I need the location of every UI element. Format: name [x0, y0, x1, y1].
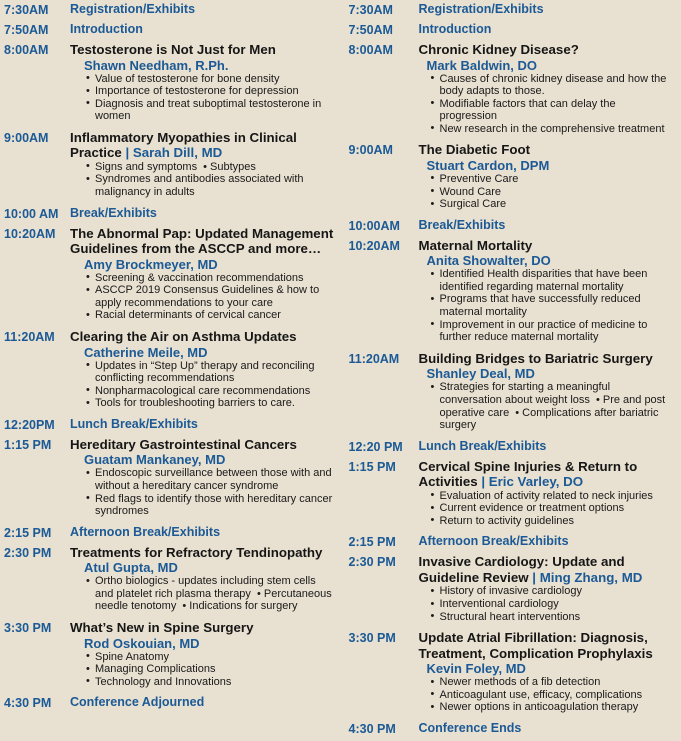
- session-body: [70, 437, 335, 518]
- agenda-label: Introduction: [419, 22, 676, 37]
- session-speaker: Kevin Foley, MD: [419, 661, 676, 676]
- session-bullet: • Preventive Care: [431, 173, 676, 186]
- session-bullet: • Surgical Care: [431, 198, 676, 211]
- agenda-time: 7:30AM: [4, 2, 70, 18]
- session-bullet: • Technology and Innovations: [86, 676, 335, 689]
- agenda-label: Conference Adjourned: [70, 695, 335, 710]
- session-bullet: • Newer options in anticoagulation therapy: [431, 701, 676, 714]
- session-speaker: Stuart Cardon, DPM: [419, 158, 676, 173]
- session-title: [70, 329, 335, 345]
- agenda-label: Introduction: [70, 22, 335, 37]
- agenda-row: [4, 417, 335, 433]
- agenda-time: 2:30 PM: [349, 554, 419, 570]
- agenda-time: 9:00AM: [349, 142, 419, 158]
- session-bullets: [70, 575, 335, 613]
- session-bullets: [70, 272, 335, 322]
- session-title: [70, 620, 335, 636]
- bullet-inline-extra: • Complications after bariatric surgery: [440, 407, 659, 432]
- agenda-session: [4, 620, 335, 688]
- session-body: [419, 238, 676, 344]
- session-bullet: • Red flags to identify those with hereditary cancer syndromes: [86, 493, 335, 518]
- session-body: [70, 329, 335, 410]
- agenda-label: Registration/Exhibits: [419, 2, 676, 17]
- agenda-column-left: [0, 0, 341, 737]
- session-title-text: Chronic Kidney Disease?: [419, 42, 579, 57]
- session-speaker: Shanley Deal, MD: [419, 366, 676, 381]
- agenda-time: 8:00AM: [349, 42, 419, 58]
- session-bullet: • Screening & vaccination recommendations: [86, 272, 335, 285]
- session-bullet: • Racial determinants of cervical cancer: [86, 309, 335, 322]
- session-title-text: Inflammatory Myopathies in Clinical Practice: [70, 130, 297, 161]
- agenda-row: [349, 218, 676, 234]
- agenda-session: [349, 142, 676, 210]
- session-title: [419, 459, 676, 490]
- agenda-label: Break/Exhibits: [419, 218, 676, 233]
- session-bullets: [70, 651, 335, 689]
- session-bullet: • History of invasive cardiology: [431, 585, 676, 598]
- agenda-session: [349, 630, 676, 714]
- session-title: [70, 226, 335, 257]
- agenda-label: Afternoon Break/Exhibits: [419, 534, 676, 549]
- session-bullet: [86, 161, 335, 174]
- agenda-time: 10:20AM: [4, 226, 70, 242]
- agenda-time: 2:30 PM: [4, 545, 70, 561]
- session-speaker: Mark Baldwin, DO: [419, 58, 676, 73]
- session-bullet: • Modifiable factors that can delay the progression: [431, 98, 676, 123]
- agenda-time: 7:50AM: [349, 22, 419, 38]
- session-title-text: Invasive Cardiology: Update and Guideline Review: [419, 554, 625, 585]
- session-title-text: What’s New in Spine Surgery: [70, 620, 253, 635]
- session-bullets: [419, 173, 676, 211]
- session-speaker-inline: Sarah Dill, MD: [133, 145, 222, 160]
- session-bullet: • Improvement in our practice of medicine to further reduce maternal mortality: [431, 319, 676, 344]
- bullet-text: Signs and symptoms: [95, 161, 197, 173]
- session-bullet: • Structural heart interventions: [431, 611, 676, 624]
- agenda-label: Registration/Exhibits: [70, 2, 335, 17]
- session-bullet: • Tools for troubleshooting barriers to care.: [86, 397, 335, 410]
- agenda-session: [349, 351, 676, 432]
- agenda-time: 4:30 PM: [349, 721, 419, 737]
- agenda-row: [349, 22, 676, 38]
- agenda-label: Afternoon Break/Exhibits: [70, 525, 335, 540]
- session-speaker: Amy Brockmeyer, MD: [70, 257, 335, 272]
- session-body: [419, 554, 676, 623]
- session-speaker: Anita Showalter, DO: [419, 253, 676, 268]
- agenda-label: Lunch Break/Exhibits: [419, 439, 676, 454]
- session-title-text: Testosterone is Not Just for Men: [70, 42, 276, 57]
- session-bullet: • Importance of testosterone for depression: [86, 85, 335, 98]
- bullet-inline-extra: • Pre and post operative care: [440, 394, 666, 419]
- title-speaker-separator: |: [122, 145, 133, 160]
- session-bullet: • Current evidence or treatment options: [431, 502, 676, 515]
- session-body: [419, 459, 676, 528]
- agenda-time: 3:30 PM: [349, 630, 419, 646]
- bullet-inline-extra: • Percutaneous needle tenotomy: [95, 588, 332, 613]
- title-speaker-separator: |: [478, 474, 489, 489]
- session-bullets: [419, 73, 676, 136]
- session-bullet: • Managing Complications: [86, 663, 335, 676]
- session-bullets: [419, 490, 676, 528]
- bullet-inline-extra: • Subtypes: [197, 161, 256, 173]
- agenda-time: 3:30 PM: [4, 620, 70, 636]
- session-body: [419, 630, 676, 714]
- session-bullet: • Syndromes and antibodies associated with malignancy in adults: [86, 173, 335, 198]
- agenda-row: [349, 439, 676, 455]
- session-bullet: • Endoscopic surveillance between those with and without a hereditary cancer syndrome: [86, 467, 335, 492]
- agenda-label: Conference Ends: [419, 721, 676, 736]
- agenda-session: [4, 329, 335, 410]
- session-title-text: The Abnormal Pap: Updated Management Guidelines from the ASCCP and more…: [70, 226, 333, 257]
- session-speaker-inline: Ming Zhang, MD: [540, 570, 643, 585]
- session-title: [419, 630, 676, 661]
- session-title: [419, 238, 676, 254]
- session-bullet: [86, 575, 335, 613]
- session-bullet: • Interventional cardiology: [431, 598, 676, 611]
- session-bullet: • Programs that have successfully reduced maternal mortality: [431, 293, 676, 318]
- session-body: [70, 545, 335, 613]
- agenda-time: 11:20AM: [349, 351, 419, 367]
- agenda-row: [349, 534, 676, 550]
- session-speaker: Shawn Needham, R.Ph.: [70, 58, 335, 73]
- agenda-session: [4, 437, 335, 518]
- session-title-text: Clearing the Air on Asthma Updates: [70, 329, 297, 344]
- session-speaker: Rod Oskouian, MD: [70, 636, 335, 651]
- session-title-text: Hereditary Gastrointestinal Cancers: [70, 437, 297, 452]
- agenda-time: 12:20 PM: [349, 439, 419, 455]
- bullet-text: Strategies for starting a meaningful conversation about weight loss: [440, 381, 611, 406]
- agenda-session: [4, 130, 335, 199]
- agenda-time: 12:20PM: [4, 417, 70, 433]
- session-bullet: [431, 381, 676, 431]
- session-bullet: • Wound Care: [431, 186, 676, 199]
- session-bullet: • Updates in “Step Up” therapy and reconciling conflicting recommendations: [86, 360, 335, 385]
- session-title: [70, 130, 335, 161]
- agenda-label: Lunch Break/Exhibits: [70, 417, 335, 432]
- agenda-row: [349, 2, 676, 18]
- agenda-time: 8:00AM: [4, 42, 70, 58]
- agenda-label: Break/Exhibits: [70, 206, 335, 221]
- session-bullets: [70, 360, 335, 410]
- session-title-text: Treatments for Refractory Tendinopathy: [70, 545, 322, 560]
- session-title: [419, 142, 676, 158]
- session-title: [419, 42, 676, 58]
- session-bullets: [419, 381, 676, 431]
- session-body: [70, 42, 335, 123]
- session-title: [419, 351, 676, 367]
- session-title: [70, 437, 335, 453]
- agenda-time: 2:15 PM: [349, 534, 419, 550]
- session-bullet: • Value of testosterone for bone density: [86, 73, 335, 86]
- session-bullet: • Causes of chronic kidney disease and how the body adapts to those.: [431, 73, 676, 98]
- session-title-text: The Diabetic Foot: [419, 142, 531, 157]
- session-bullet: • Identified Health disparities that have been identified regarding maternal mortality: [431, 268, 676, 293]
- session-body: [419, 142, 676, 210]
- agenda-time: 2:15 PM: [4, 525, 70, 541]
- agenda-session: [349, 554, 676, 623]
- session-speaker: Guatam Mankaney, MD: [70, 452, 335, 467]
- agenda-session: [349, 42, 676, 135]
- session-bullet: • Nonpharmacological care recommendations: [86, 385, 335, 398]
- agenda-time: 11:20AM: [4, 329, 70, 345]
- agenda-column-right: [341, 0, 681, 737]
- agenda-time: 7:50AM: [4, 22, 70, 38]
- session-title-text: Cervical Spine Injuries & Return to Activities: [419, 459, 638, 490]
- agenda-row: [4, 2, 335, 18]
- session-speaker: Atul Gupta, MD: [70, 560, 335, 575]
- session-bullet: • Evaluation of activity related to neck injuries: [431, 490, 676, 503]
- agenda-row: [4, 206, 335, 222]
- session-speaker: Catherine Meile, MD: [70, 345, 335, 360]
- session-body: [70, 226, 335, 322]
- session-bullet: • Anticoagulant use, efficacy, complications: [431, 689, 676, 702]
- agenda-row: [4, 695, 335, 711]
- agenda-row: [4, 525, 335, 541]
- agenda-time: 10:00 AM: [4, 206, 70, 222]
- session-bullets: [419, 676, 676, 714]
- agenda-time: 10:20AM: [349, 238, 419, 254]
- session-bullet: • Spine Anatomy: [86, 651, 335, 664]
- agenda-time: 1:15 PM: [349, 459, 419, 475]
- agenda-row: [4, 22, 335, 38]
- session-bullets: [419, 585, 676, 623]
- title-speaker-separator: |: [529, 570, 540, 585]
- agenda-time: 1:15 PM: [4, 437, 70, 453]
- session-title-text: Building Bridges to Bariatric Surgery: [419, 351, 653, 366]
- agenda-session: [4, 42, 335, 123]
- session-bullet: • Newer methods of a fib detection: [431, 676, 676, 689]
- agenda-session: [4, 545, 335, 613]
- session-title: [419, 554, 676, 585]
- session-body: [419, 42, 676, 135]
- session-title-text: Maternal Mortality: [419, 238, 533, 253]
- session-title-text: Update Atrial Fibrillation: Diagnosis, Treatment, Complication Prophylaxis: [419, 630, 653, 661]
- session-bullet: • New research in the comprehensive treatment: [431, 123, 676, 136]
- session-bullet: • Diagnosis and treat suboptimal testosterone in women: [86, 98, 335, 123]
- bullet-text: Ortho biologics - updates including stem cells and platelet rich plasma therapy: [95, 575, 316, 600]
- agenda-time: 7:30AM: [349, 2, 419, 18]
- agenda-time: 10:00AM: [349, 218, 419, 234]
- session-title: [70, 545, 335, 561]
- session-bullets: [70, 467, 335, 517]
- agenda-session: [349, 459, 676, 528]
- agenda-time: 4:30 PM: [4, 695, 70, 711]
- bullet-inline-extra: • Indications for surgery: [176, 600, 297, 612]
- session-body: [419, 351, 676, 432]
- session-bullets: [70, 73, 335, 123]
- agenda-session: [349, 238, 676, 344]
- session-title: [70, 42, 335, 58]
- agenda-session: [4, 226, 335, 322]
- agenda-row: [349, 721, 676, 737]
- session-bullets: [70, 161, 335, 199]
- session-body: [70, 620, 335, 688]
- session-speaker-inline: Eric Varley, DO: [489, 474, 583, 489]
- session-body: [70, 130, 335, 199]
- session-bullet: • ASCCP 2019 Consensus Guidelines & how to apply recommendations to your care: [86, 284, 335, 309]
- session-bullets: [419, 268, 676, 344]
- agenda-time: 9:00AM: [4, 130, 70, 146]
- session-bullet: • Return to activity guidelines: [431, 515, 676, 528]
